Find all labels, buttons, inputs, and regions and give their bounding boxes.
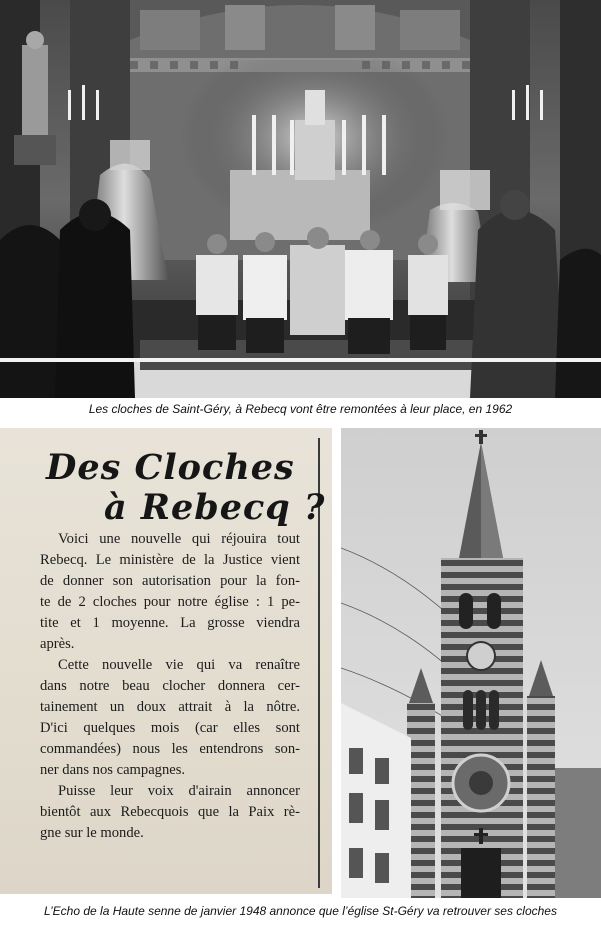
article-line: de donner son autorisation pour la fon-: [40, 573, 300, 589]
church-tower-illustration: [341, 428, 601, 898]
church-interior-illustration: [0, 0, 601, 398]
newspaper-clipping: [0, 428, 332, 894]
article-line: gne sur le monde.: [40, 825, 144, 841]
article-line: tite et 1 moyenne. La grosse viendra: [40, 615, 300, 631]
article-line: dans notre beau clocher donnera cer-: [40, 678, 300, 694]
article-line: ner dans nos campagnes.: [40, 762, 186, 778]
article-line: Voici une nouvelle qui réjouira tout: [58, 531, 300, 547]
top-photo-caption: Les cloches de Saint-Géry, à Rebecq vont être remontées à leur place, en 1962: [88, 402, 513, 416]
article-line: commandées) nous les entendrons son-: [40, 741, 300, 757]
clipping-headline-line1: Des Cloches: [46, 447, 295, 488]
article-line: te de 2 cloches pour notre église : 1 pe-: [40, 594, 300, 610]
bottom-caption: L’Echo de la Haute senne de janvier 1948 annonce que l’église St-Géry va retrouver ses cloches: [44, 904, 557, 918]
article-line: Rebecq. Le ministère de la Justice vient: [40, 552, 300, 568]
article-line: après.: [40, 636, 75, 652]
article-line: D'ici quelques mois (car elles sont: [40, 720, 300, 736]
article-line: bientôt aux Rebecquois que la Paix rè-: [40, 804, 300, 820]
article-line: Puisse leur voix d'airain annoncer: [58, 783, 300, 799]
bells-ceremony-photo: [0, 0, 601, 398]
clipping-headline-line2: à Rebecq ?: [104, 487, 326, 528]
article-line: Cette nouvelle vie qui va renaître: [58, 657, 300, 673]
church-exterior-photo: [341, 428, 601, 898]
article-line: tainement un doux attrait à la nôtre.: [40, 699, 300, 715]
